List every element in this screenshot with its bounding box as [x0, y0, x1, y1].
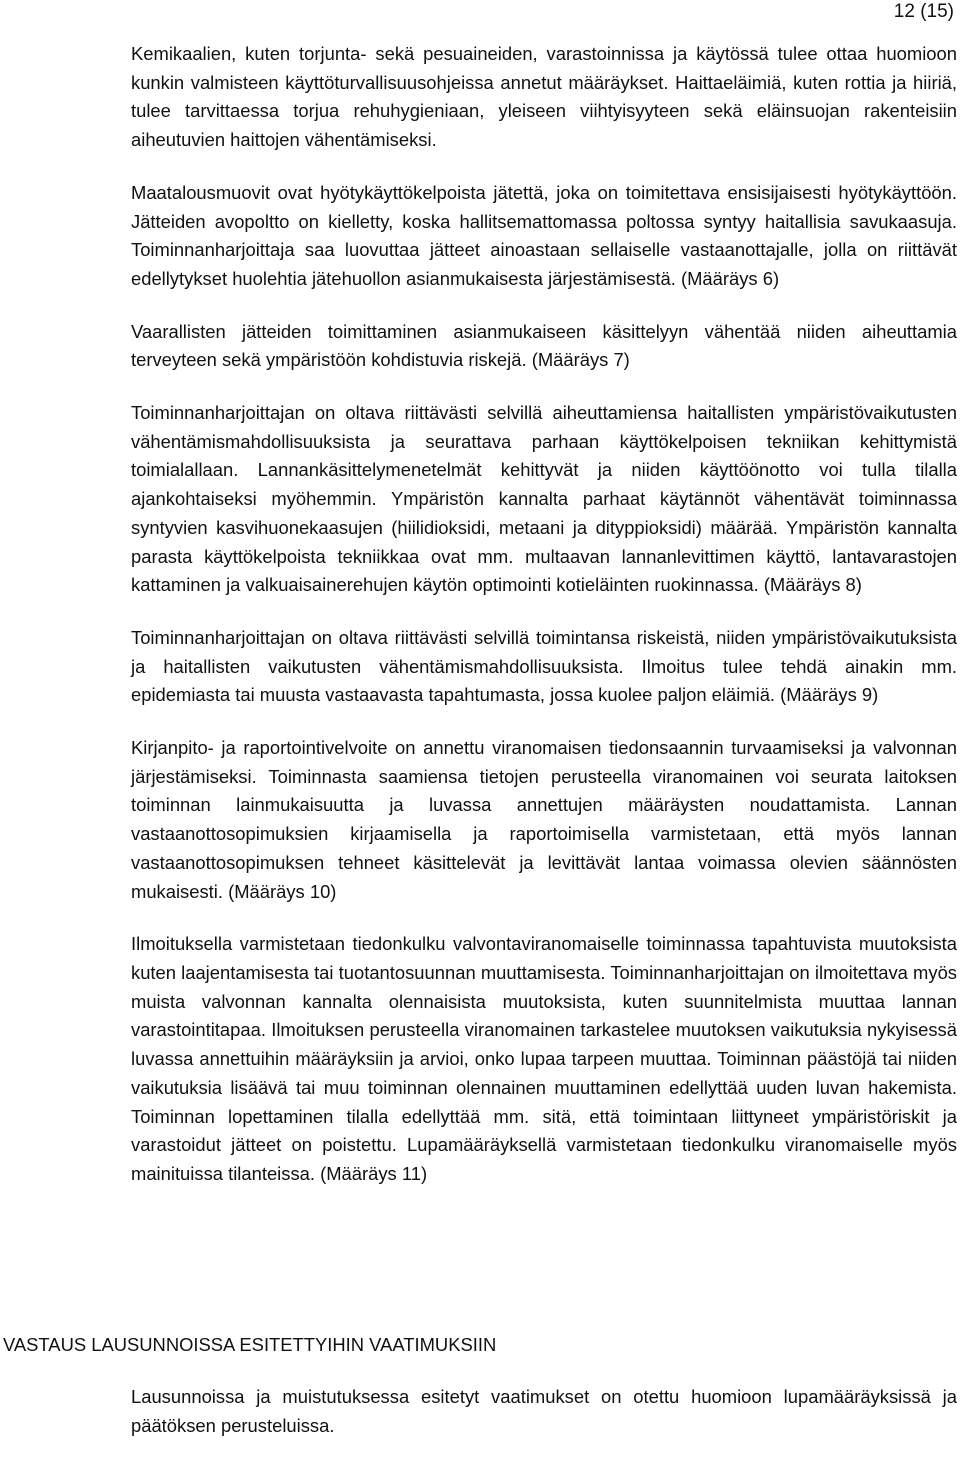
document-body: [131, 40, 957, 1213]
paragraph-best-available-techniques: Toiminnanharjoittajan on oltava riittävästi selvillä aiheuttamiensa haitallisten ympäristövaikutusten vähentämismahdollisuuksista ja seurattava parhaan käyttökelpoisen tekniikan kehittymistä toimialallaan. Lannankäsittelymenetelmät kehittyvät ja niiden käyttöönotto voi tulla tilalla ajankohtaiseksi myöhemmin. Ympäristön kannalta parhaat käytännöt vähentävät toiminnassa syntyvien kasvihuonekaasujen (hiilidioksidi, metaani ja dityppioksidi) määrää. Ympäristön kannalta parasta käyttökelpoista tekniikkaa ovat mm. multaavan lannanlevittimen käyttö, lantavarastojen kattaminen ja valkuaisainerehujen käytön optimointi kotieläinten ruokinnassa. (Määräys 8): [131, 402, 957, 596]
page-number: 12 (15): [893, 1, 954, 22]
paragraph-statements: Lausunnoissa ja muistutuksessa esitetyt vaatimukset on otettu huomioon lupamääräyksissä ja päätöksen perusteluissa.: [131, 1386, 957, 1436]
paragraph-risks: Toiminnanharjoittajan on oltava riittävästi selvillä toimintansa riskeistä, niiden ympäristövaikutuksista ja haitallisten vaikutusten vähentämismahdollisuuksista. Ilmoitus tulee tehdä ainakin mm. epidemiasta tai muusta vastaavasta tapahtumasta, jossa kuolee paljon eläimiä. (Määräys 9): [131, 626, 957, 706]
paragraph-bookkeeping: Kirjanpito- ja raportointivelvoite on annettu viranomaisen tiedonsaannin turvaamiseksi ja valvonnan järjestämiseksi. Toiminnasta saamiensa tietojen perusteella viranomainen voi seurata laitoksen toiminnan lainmukaisuutta ja luvassa annettujen määräysten noudattamista. Lannan vastaanottosopimuksien kirjaamisella ja raportoimisella varmistetaan, että myös lannan vastaanottosopimuksen tehneet käsittelevät ja levittävät lantaa voimassa olevien säännösten mukaisesti. (Määräys 10): [131, 737, 957, 902]
paragraph-notification: Ilmoituksella varmistetaan tiedonkulku valvontaviranomaiselle toiminnassa tapahtuvista muutoksista kuten laajentamisesta tai tuotantosuunnan muuttamisesta. Toiminnanharjoittajan on ilmoitettava myös muista valvonnan kannalta olennaisista muutoksista, kuten suunnitelmista muuttaa lannan varastointitapaa. Ilmoituksen perusteella viranomainen tarkastelee muutoksen vaikutuksia nykyisessä luvassa annettuihin määräyksiin ja arvioi, onko lupaa tarpeen muuttaa. Toiminnan päästöjä tai niiden vaikutuksia lisäävä tai muu toiminnan olennainen muuttaminen edellyttää uuden luvan hakemista. Toiminnan lopettaminen tilalla edellyttää mm. sitä, että toimintaan liittyneet ympäristöriskit ja varastoidut jätteet on poistettu. Lupamääräyksellä varmistetaan tiedonkulku viranomaiselle myös mainituissa tilanteissa. (Määräys 11): [131, 933, 957, 1184]
section-body: [131, 1383, 957, 1464]
section-heading: VASTAUS LAUSUNNOISSA ESITETTYIHIN VAATIMUKSIIN: [3, 1334, 497, 1355]
paragraph-chemicals: Kemikaalien, kuten torjunta- sekä pesuaineiden, varastoinnissa ja käytössä tulee ottaa huomioon kunkin valmisteen käyttöturvallisuusohjeissa annetut määräykset. Haittaeläimiä, kuten rottia ja hiiriä, tulee tarvittaessa torjua rehuhygieniaan, yleiseen viihtyisyyteen sekä eläinsuojan rakenteisiin aiheutuvien haittojen vähentämiseksi.: [131, 43, 957, 151]
paragraph-agricultural-plastics: Maatalousmuovit ovat hyötykäyttökelpoista jätettä, joka on toimitettava ensisijaisesti hyötykäyttöön. Jätteiden avopoltto on kielletty, koska hallitsemattomassa poltossa syntyy haitallisia savukaasuja. Toiminnanharjoittaja saa luovuttaa jätteet ainoastaan sellaiselle vastaanottajalle, jolla on riittävät edellytykset huolehtia jätehuollon asianmukaisesta järjestämisestä. (Määräys 6): [131, 181, 957, 289]
paragraph-hazardous-waste: Vaarallisten jätteiden toimittaminen asianmukaiseen käsittelyyn vähentää niiden aiheuttamia terveyteen sekä ympäristöön kohdistuvia riskejä. (Määräys 7): [131, 320, 957, 371]
